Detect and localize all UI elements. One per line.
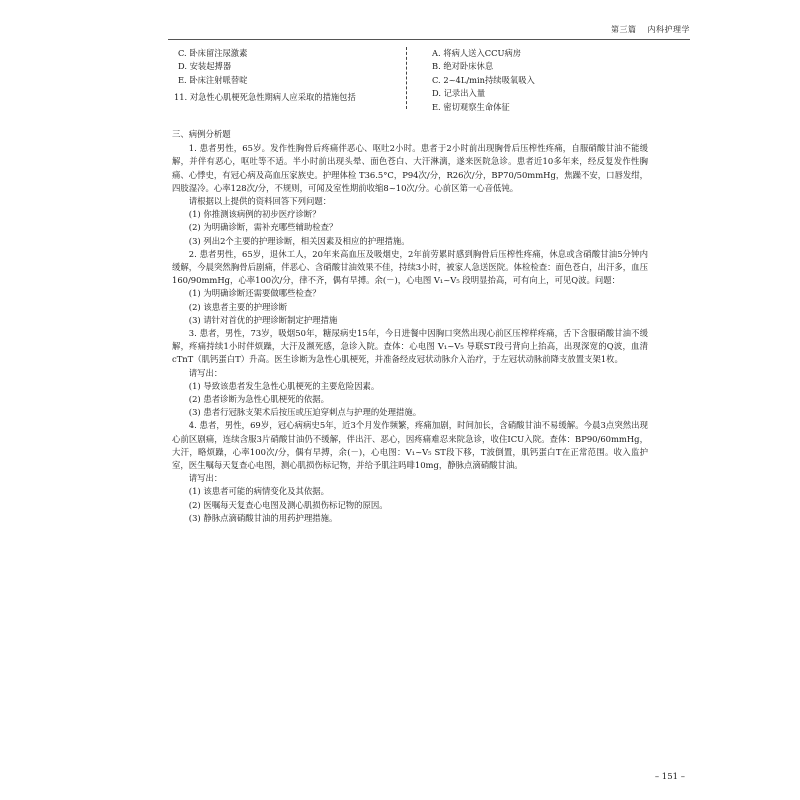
case-1-question-1: (1) 你推测该病例的初步医疗诊断？ [188,209,321,220]
case-4-question-3: (3) 静脉点滴硝酸甘油的用药护理措施。 [188,512,338,523]
case-2-question-3: (3) 请针对首优的护理诊断制定护理措施 [188,314,338,325]
answer-options-right [432,47,652,114]
case-4-question-1: (1) 该患者可能的病情变化及其依据。 [188,486,329,497]
case-2-question-1: (1) 为明确诊断还需要做哪些检查？ [188,288,321,299]
case-4-prompt: 请写出： [188,473,223,484]
case-2-question-2: (2) 该患者主要的护理诊断 [188,301,288,312]
case-3-body: 3. 患者，男性，73岁，吸烟50年，糖尿病史15年，今日进餐中因胸口突然出现心前区压榨样疼痛，舌下含服硝酸甘油不缓解，疼痛持续1小时伴烦躁，大汗及濒死感，急诊入院。查体：心电图 V₁~V₅ 导联ST段弓背向上抬高，出现深宽的Q波，血清cTnT（肌钙蛋白T）升高。医生诊断为急性心肌梗死，并准备经皮冠状动脉介入治疗，于左冠状动脉前降支放置支架1枚。 [172,328,648,365]
case-1-body: 1. 患者男性，65岁。发作性胸骨后疼痛伴恶心、呕吐2小时。患者于2小时前出现胸骨后压榨性疼痛，自服硝酸甘油不能缓解，并伴有恶心，呕吐等不适。半小时前出现头晕、面色苍白、大汗淋漓，遂来医院急诊。患者近10多年来，经反复发作性胸痛、心悸史，有冠心病及高血压家族史。护理体检 T36.5°C，P94次/分，R26次/分，BP70/50mmHg，焦躁不安，口唇发绀，四肢湿冷。心率128次/分，不规则，可闻及室性期前收缩8~10次/分。心前区第一心音低钝。 [172,143,648,193]
option-d: D. 记录出入量 [432,88,486,99]
option-d: D. 安装起搏器 [178,61,232,72]
section-title: 三、病例分析题 [172,129,231,139]
case-3-question-1: (1) 导致该患者发生急性心肌梗死的主要危险因素。 [188,380,380,391]
case-4-body: 4. 患者，男性，69岁，冠心病病史5年，近3个月发作频繁，疼痛加剧，时间加长，含硝酸甘油不易缓解。今晨3点突然出现心前区剧痛，连续含服3片硝酸甘油仍不缓解，伴出汗、恶心，因疼痛难忍来院急诊，收住ICU入院。查体：BP90/60mmHg，大汗，略烦躁，心率100次/分，偶有早搏，余(－)，心电图：V₁~V₅ ST段下移，T波倒置，肌钙蛋白T在正常范围。收入监护室，医生嘱每天复查心电图，测心肌损伤标记物，并给予肌注吗啡10mg，静脉点滴硝酸甘油。 [172,420,648,471]
page-number: – 151 – [654,772,685,782]
option-e: E. 密切观察生命体征 [432,101,510,112]
case-3-question-3: (3) 患者行冠脉支架术后按压或压迫穿刺点与护理的处理措施。 [188,407,422,418]
column-divider [406,47,407,109]
header-title: 内科护理学 [647,25,690,34]
option-c: C. 2~4L/min持续吸氧吸入 [432,74,535,85]
case-2-body: 2. 患者男性，65岁，退休工人，20年来高血压及吸烟史，2年前劳累时感到胸骨后压榨性疼痛，休息或含硝酸甘油5分钟内缓解，今晨突然胸骨后剧痛，伴恶心、含硝酸甘油效果不佳，持续3小时，被家人急送医院。体检检查：面色苍白，出汗多，血压160/90mmHg，心率100次/分，律不齐，偶有早搏。余(－)，心电图 V₁~V₅ 段明显抬高，可有向上，可见Q波。问题： [172,248,648,286]
case-1-question-2: (2) 为明确诊断，需补充哪些辅助检查？ [188,222,338,233]
option-a: A. 将病人送入CCU病房 [432,48,522,58]
option-e: E. 卧床注射哌替啶 [178,74,248,85]
answer-options-left [174,47,398,105]
header-part: 第三篇 [610,25,637,34]
header-rule [168,39,690,40]
option-b: B. 绝对卧床休息 [432,61,494,72]
case-analysis-section [172,128,648,525]
case-3-prompt: 请写出： [188,367,223,378]
case-3-question-2: (2) 患者诊断为急性心肌梗死的依据。 [188,394,329,405]
question-11: 11. 对急性心肌梗死急性期病人应采取的措施包括 [174,92,356,103]
case-4-question-2: (2) 医嘱每天复查心电图及测心肌损伤标记物的原因。 [188,499,388,510]
option-c: C. 卧床留注尿激素 [178,48,248,58]
case-1-prompt: 请根据以上提供的资料回答下列问题： [188,196,332,207]
case-1-question-3: (3) 列出2个主要的护理诊断，相关因素及相应的护理措施。 [188,235,410,246]
running-header [611,24,690,35]
